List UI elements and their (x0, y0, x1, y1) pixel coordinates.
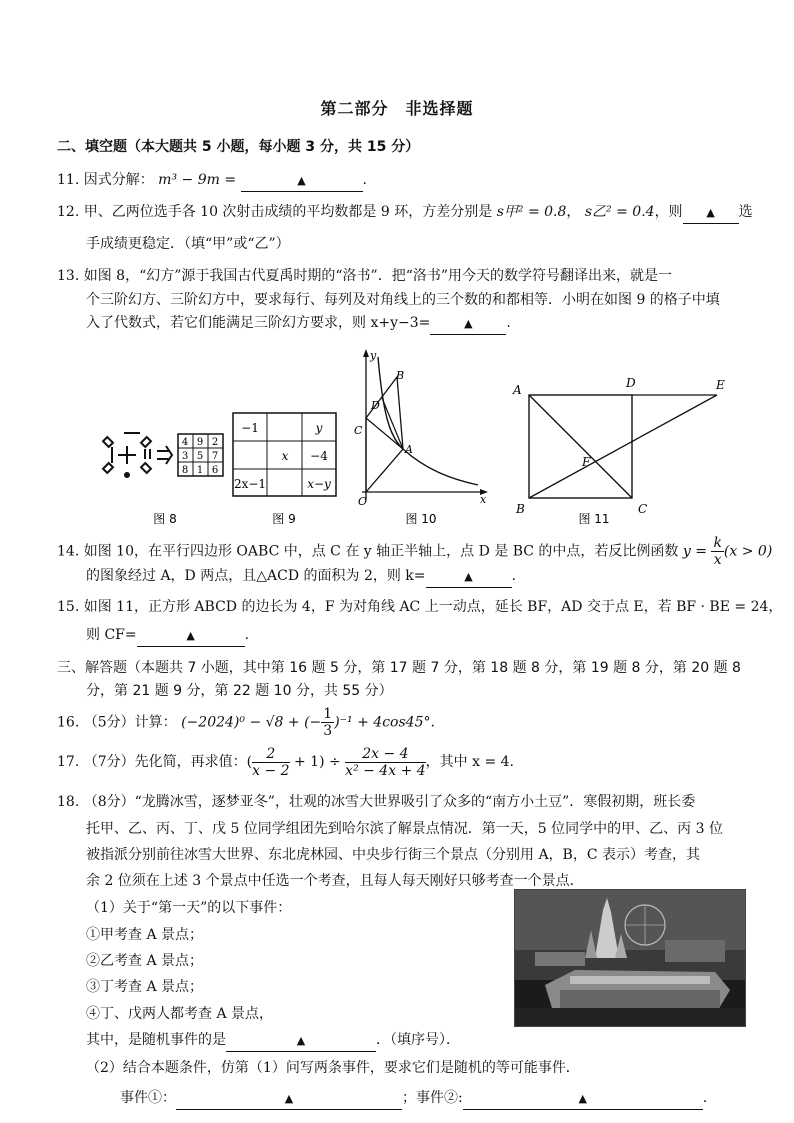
fraction-k-over-x: $\frac{k}{x}$ (713, 535, 722, 568)
grid-cell: −4 (310, 449, 328, 463)
magic-square-grid (178, 434, 223, 476)
question-18-line3: 被指派分别前往冰雪大世界、东北虎林园、中央步行街三个景点（分别用 A，B，C 表示）考查，其 (86, 847, 701, 863)
question-17: 17. （7分）先化简，再求值：( $\frac{2}{x - 2}$ + 1) ÷ $\frac{2x - 4}{\text{x² − 4x + 4}}$ ，其中 x = 4. (57, 745, 514, 779)
axis-label-y: y (370, 349, 377, 362)
square-cell: 1 (196, 465, 204, 476)
point-label-c: C (638, 502, 648, 516)
point-label-d: D (626, 376, 636, 390)
ice-world-photo (514, 889, 746, 1027)
answer-blank[interactable]: ▲ (430, 313, 506, 335)
figures-row (0, 345, 794, 530)
figure-9-caption: 图 9 (272, 512, 296, 526)
math-expression: m³ − 9m = (158, 172, 237, 188)
variance-jia: s甲² = 0.8 (496, 204, 567, 220)
page-title: 第二部分 非选择题 (320, 99, 474, 118)
figure-10 (354, 349, 488, 526)
event-1: ①甲考查 A 景点； (86, 927, 204, 943)
point-label-o: O (358, 495, 368, 508)
grid-cell: 2x−1 (233, 477, 267, 491)
square-cell: 3 (181, 451, 189, 462)
grid-cell: −1 (241, 421, 259, 435)
question-number: 11. (57, 172, 80, 188)
answer-blank-event-1[interactable]: ▲ (176, 1088, 402, 1110)
point-label-a: A (405, 443, 413, 456)
section-3-heading-line2: 分，第 21 题 9 分，第 22 题 10 分，共 55 分） (86, 683, 393, 699)
grid-cell: x (281, 449, 289, 463)
luoshu-pattern (103, 433, 172, 477)
point-label-f: F (582, 455, 591, 469)
answer-blank[interactable]: ▲ (226, 1030, 376, 1052)
figure-8 (103, 433, 223, 526)
grid-cell: y (315, 421, 323, 435)
answer-blank[interactable]: ▲ (683, 202, 739, 224)
question-16: 16. （5分）计算： (−2024)⁰ − √8 + (− $\frac{1}{3}$ )⁻¹ + 4cos45°. (57, 706, 435, 739)
question-18-line4: 余 2 位须在上述 3 个景点中任选一个考查，且每人每天刚好只够考查一个景点． (86, 873, 584, 889)
question-text: 因式分解： (83, 172, 154, 188)
question-12: 12. 甲、乙两位选手各 10 次射击成绩的平均数都是 9 环，方差分别是 s甲² = 0.8， s乙² = 0.4，则 ▲ 选 (57, 202, 753, 224)
answer-blank[interactable]: ▲ (426, 566, 512, 588)
question-14: 14. 如图 10，在平行四边形 OABC 中，点 C 在 y 轴正半轴上，点 D 是 BC 的中点，若反比例函数 y = $\frac{k}{x}$ (x > 0) (57, 535, 773, 568)
answer-blank[interactable]: ▲ (137, 625, 245, 647)
event-4: ④丁、戊两人都考查 A 景点， (86, 1006, 274, 1022)
figure-8-caption: 图 8 (153, 512, 177, 526)
point-label-a: A (513, 383, 522, 397)
point-label-b: B (396, 369, 405, 382)
event-2: ②乙考查 A 景点； (86, 953, 204, 969)
figure-11-caption: 图 11 (578, 512, 610, 526)
question-15: 15. 如图 11，正方形 ABCD 的边长为 4，F 为对角线 AC 上一动点，延长 BF，AD 交于点 E，若 BF · BE = 24， (57, 599, 783, 615)
square-cell: 5 (196, 451, 204, 462)
question-18-part2: （2）结合本题条件，仿第（1）问写两条事件，要求它们是随机的等可能事件． (86, 1060, 580, 1076)
question-14-line2: 的图象经过 A，D 两点，且△ACD 的面积为 2，则 k= ▲ . (86, 566, 516, 588)
question-18-part1: （1）关于“第一天”的以下事件： (86, 900, 292, 916)
point-label-e: E (716, 378, 725, 392)
figure-10-caption: 图 10 (405, 512, 437, 526)
square-cell: 7 (211, 451, 219, 462)
square-cell: 9 (196, 437, 204, 448)
figure-9 (233, 413, 336, 526)
question-11: 11. 因式分解： m³ − 9m = ▲ . (57, 170, 367, 192)
write-events: 事件①： ▲ ；事件②: ▲ . (120, 1088, 707, 1110)
question-13-line3: 入了代数式，若它们能满足三阶幻方要求，则 x+y−3= ▲ . (86, 313, 511, 335)
question-13-line2: 个三阶幻方、三阶幻方中，要求每行、每列及对角线上的三个数的和都相等．小明在如图 9 的格子中填 (86, 292, 720, 308)
fraction-2-over-x-minus-2: $\frac{2}{x - 2}$ (252, 745, 290, 779)
random-event-answer: 其中，是随机事件的是 ▲ ．（填序号）． (86, 1030, 460, 1052)
question-18-line2: 托甲、乙、丙、丁、戊 5 位同学组团先到哈尔滨了解景点情况．第一天，5 位同学中的甲、乙、丙 3 位 (86, 821, 723, 837)
square-cell: 6 (211, 465, 219, 476)
question-15-line2: 则 CF= ▲ . (86, 625, 249, 647)
question-18: 18. （8分）“龙腾冰雪，逐梦亚冬”，壮观的冰雪大世界吸引了众多的“南方小土豆”．寒假初期，班长委 (57, 794, 696, 810)
point-label-c: C (354, 424, 363, 437)
axis-label-x: x (480, 493, 487, 506)
point-label-b: B (516, 502, 525, 516)
variance-yi: s乙² = 0.4 (584, 204, 655, 220)
point-label-d: D (371, 399, 380, 412)
answer-blank[interactable]: ▲ (241, 170, 363, 192)
ice-castle-image (515, 890, 745, 1026)
question-13: 13. 如图 8，“幻方”源于我国古代夏禹时期的“洛书”．把“洛书”用今天的数学符号翻译出来，就是一 (57, 268, 673, 284)
grid-cell: x−y (307, 477, 331, 491)
section-3-heading: 三、解答题（本题共 7 小题，其中第 16 题 5 分，第 17 题 7 分，第 18 题 8 分，第 19 题 8 分，第 20 题 8 (57, 660, 741, 676)
square-cell: 2 (211, 437, 219, 448)
fraction-rational-expression: $\frac{2x - 4}{\text{x² − 4x + 4}}$ (345, 745, 426, 779)
answer-blank-event-2[interactable]: ▲ (463, 1088, 703, 1110)
question-12-line2: 手成绩更稳定．（填“甲”或“乙”） (86, 236, 290, 252)
section-2-heading: 二、填空题（本大题共 5 小题，每小题 3 分，共 15 分） (57, 139, 420, 155)
fraction-one-third: $\frac{1}{3}$ (323, 706, 333, 739)
figure-11 (512, 376, 725, 526)
square-cell: 8 (181, 465, 189, 476)
square-cell: 4 (181, 437, 189, 448)
event-3: ③丁考查 A 景点； (86, 979, 204, 995)
